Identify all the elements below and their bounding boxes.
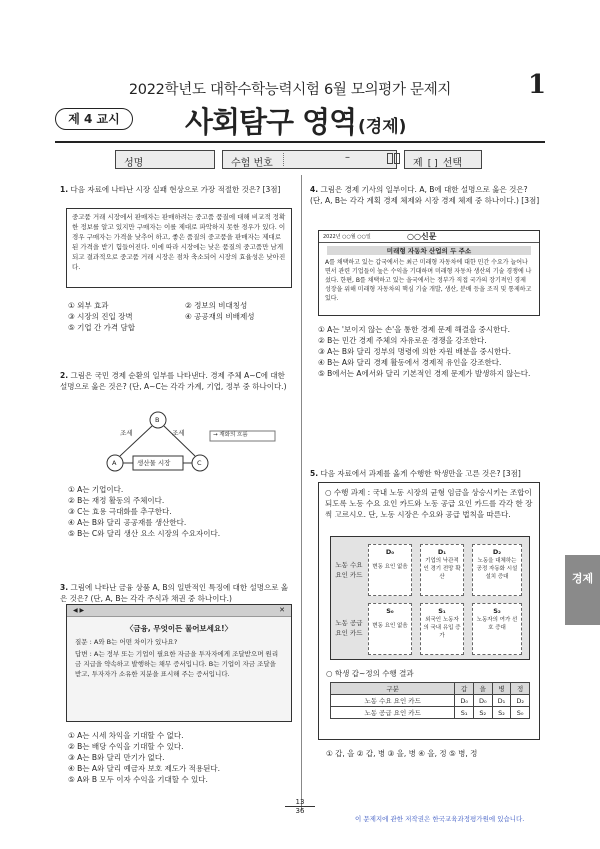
q2-choice-3[interactable]: ③ C는 효용 극대화를 추구한다. xyxy=(68,507,172,516)
table-row xyxy=(331,707,530,719)
table-cell: 노동 공급 요인 카드 xyxy=(331,707,455,719)
newspaper-date: 2022년 ○○월 ○○일 xyxy=(323,234,371,240)
q4-choice-3[interactable]: ③ A는 B와 달리 정부의 명령에 의한 자원 배분을 중시한다. xyxy=(318,347,511,356)
session-badge: 제 4 교시 xyxy=(55,108,133,130)
article-headline: 미래형 자동차 산업의 두 주소 xyxy=(327,246,531,255)
card-d1[interactable] xyxy=(420,544,464,596)
card-s1-code: S₁ xyxy=(438,607,446,615)
card-d1-code: D₁ xyxy=(437,548,447,556)
table-cell: S₂ xyxy=(492,707,511,719)
q5-result-title: ○ 학생 갑~정의 수행 결과 xyxy=(326,669,414,678)
node-b-label: B xyxy=(155,416,160,424)
column-divider xyxy=(301,175,302,810)
q4-choice-2[interactable]: ② B는 민간 경제 주체의 자유로운 경쟁을 강조한다. xyxy=(318,336,487,345)
card-s2[interactable] xyxy=(472,603,522,655)
page-number: 1 xyxy=(528,70,547,100)
q5-number: 5. xyxy=(310,469,319,478)
q1-passage: 중고품 거래 시장에서 판매자는 판매하려는 중고품 품질에 대해 비교적 정확한 정보를 알고 있지만 구매자는 이를 제대로 파악하지 못한 경우가 있다. 이 경우 구매자는 가격을 낮추어 하고, 좋은 품질의 중고품을 판매자는 제대로 된 가격을 받기 힘들어진다. 이에 따라 시장에는 낮은 품질의 중고품만 남게 되고 결과적으로 중고품 거래 시장은 점차 축소되어 시장의 효율성은 낮아진다. xyxy=(72,213,286,271)
q1-choice-2[interactable]: ② 정보의 비대칭성 xyxy=(185,301,248,310)
card-d2[interactable] xyxy=(472,544,522,596)
question-3 xyxy=(60,582,292,604)
q4-choice-4[interactable]: ④ B는 A와 달리 경제 활동에서 경제적 유인을 강조한다. xyxy=(318,358,502,367)
card-d1-text: 기업의 낙관적인 경기 전망 확산 xyxy=(423,558,461,580)
q3-choice-5[interactable]: ⑤ A와 B 모두 이자 수익을 기대할 수 있다. xyxy=(68,775,208,784)
browser-nav-icon[interactable]: ◀ ▶ xyxy=(73,607,85,614)
table-header-cell: 을 xyxy=(473,683,492,695)
q5-choices[interactable]: ① 갑, 을 ② 갑, 병 ③ 을, 병 ④ 을, 정 ⑤ 병, 정 xyxy=(326,749,478,758)
supply-row-label: 노동 공급 요인 카드 xyxy=(335,619,363,637)
subject-subtitle: (경제) xyxy=(358,117,407,137)
flow-label-right: 조세 xyxy=(172,429,185,437)
elective-label-pre: 제 xyxy=(413,158,423,169)
q2-choice-1[interactable]: ① A는 기업이다. xyxy=(68,485,124,494)
table-header-cell: 병 xyxy=(492,683,511,695)
copyright-notice: 이 문제지에 관한 저작권은 한국교육과정평가원에 있습니다. xyxy=(355,815,525,823)
q3-question-text: 질문 : A와 B는 어떤 차이가 있나요? xyxy=(75,638,178,646)
newspaper-name: ○○신문 xyxy=(407,232,437,241)
card-s0-code: S₀ xyxy=(386,607,394,615)
article-body: A를 채택하고 있는 갑국에서는 최근 미래형 자동차에 대한 민간 수요가 늘어나면서 관련 기업들이 높은 수익을 기대하며 미래형 자동차 생산의 기술 경쟁에 나섰다. 한편, B를 채택하고 있는 을국에서는 정부가 직접 국가의 장기적인 경제 성장을 위해 미래형 자동차의 핵심 기술 개발, 생산, 분배 등을 조직 및 통제하고 있다. xyxy=(325,259,532,302)
table-cell: S₁ xyxy=(455,707,474,719)
q3-window-title: 〈금융, 무엇이든 물어보세요!〉 xyxy=(125,624,233,633)
q1-number: 1. xyxy=(60,185,69,194)
q1-choice-4[interactable]: ④ 공공재의 비배제성 xyxy=(185,312,255,321)
q1-passage-box xyxy=(66,208,292,288)
table-cell: D₂ xyxy=(511,695,530,707)
close-icon[interactable]: ✕ xyxy=(279,606,285,614)
elective-checkbox-area xyxy=(387,153,401,166)
q4-choice-1[interactable]: ① A는 '보이지 않는 손'을 통한 경제 문제 해결을 중시한다. xyxy=(318,325,510,334)
q3-browser-window xyxy=(66,604,292,722)
page-current: 13 xyxy=(285,798,315,807)
exam-number-dash: – xyxy=(345,152,350,163)
card-s1-text: 외국인 노동자의 국내 유입 증가 xyxy=(423,617,461,639)
question-2 xyxy=(60,370,292,392)
q1-choice-3[interactable]: ③ 시장의 진입 장벽 xyxy=(68,312,133,321)
card-s1[interactable] xyxy=(420,603,464,655)
q5-stem: 다음 자료에서 과제를 옳게 수행한 학생만을 고른 것은? [3점] xyxy=(320,469,521,478)
subject-side-tab: 경제 xyxy=(565,555,600,625)
exam-number-field[interactable] xyxy=(222,150,397,169)
subject-title: 사회탐구 영역 xyxy=(185,105,357,139)
q5-result-table xyxy=(330,682,530,719)
table-cell: D₀ xyxy=(473,695,492,707)
q1-stem: 다음 자료에 나타난 시장 실패 현상으로 가장 적절한 것은? [3점] xyxy=(70,185,281,194)
name-label: 성명 xyxy=(124,158,144,169)
question-5 xyxy=(310,468,542,479)
node-c-label: C xyxy=(197,459,202,467)
q4-stem: 그림은 경제 기사의 일부이다. A, B에 대한 설명으로 옳은 것은? (단, A, B는 각각 계획 경제 체제와 시장 경제 체제 중 하나이다.) [3점] xyxy=(310,185,540,205)
question-1 xyxy=(60,184,292,195)
q3-choice-4[interactable]: ④ B는 A와 달리 예금자 보호 제도가 적용된다. xyxy=(68,764,220,773)
card-d2-text: 노동을 대체하는 공정 자동화 시설 설치 증대 xyxy=(476,558,518,580)
table-cell: D₀ xyxy=(455,695,474,707)
q2-circular-flow-diagram xyxy=(100,408,290,478)
card-s0-text: 변동 요인 없음 xyxy=(372,623,408,629)
exam-title: 2022학년도 대학수학능력시험 6월 모의평가 문제지 xyxy=(128,82,452,98)
browser-toolbar xyxy=(67,605,291,617)
table-cell: S₀ xyxy=(511,707,530,719)
exam-number-boxes xyxy=(283,153,393,166)
q4-choice-5[interactable]: ⑤ B에서는 A에서와 달리 기본적인 경제 문제가 발생하지 않는다. xyxy=(318,369,531,378)
q2-stem: 그림은 국민 경제 순환의 일부를 나타낸다. 경제 주체 A~C에 대한 설명으로 옳은 것은? (단, A~C는 각각 가계, 기업, 정부 중 하나이다.) xyxy=(60,371,287,391)
question-4 xyxy=(310,184,542,206)
table-header-cell: 갑 xyxy=(455,683,474,695)
table-header-row xyxy=(331,683,530,695)
q2-choice-2[interactable]: ② B는 재정 활동의 주체이다. xyxy=(68,496,165,505)
q3-answer-text: 답변 : A는 정부 또는 기업이 필요한 자금을 투자자에게 조달받으며 원리금 지급을 약속하고 발행하는 채무 증서입니다. B는 기업이 자금 조달을 받고, 투자자가 소유한 지분을 표시해 주는 증서입니다. xyxy=(75,650,279,678)
card-d0[interactable] xyxy=(368,544,412,596)
table-cell: D₁ xyxy=(492,695,511,707)
market-label: 생산물 시장 xyxy=(137,459,171,467)
q3-number: 3. xyxy=(60,583,69,592)
elective-bracket: [ ] xyxy=(427,159,438,169)
q3-choice-1[interactable]: ① A는 시세 차익을 기대할 수 없다. xyxy=(68,731,184,740)
name-field[interactable] xyxy=(115,150,215,169)
q2-number: 2. xyxy=(60,371,69,380)
q3-choice-2[interactable]: ② B는 배당 수익을 기대할 수 있다. xyxy=(68,742,184,751)
table-header-cell: 정 xyxy=(511,683,530,695)
q1-choice-1[interactable]: ① 외부 효과 xyxy=(68,301,109,310)
card-s2-code: S₂ xyxy=(493,607,501,615)
page-total: 36 xyxy=(295,807,305,815)
card-d0-text: 변동 요인 없음 xyxy=(372,564,408,570)
q4-number: 4. xyxy=(310,185,319,194)
card-s2-text: 노동자의 여가 선호 증대 xyxy=(476,617,518,631)
demand-row-label: 노동 수요 요인 카드 xyxy=(335,561,363,579)
legend-text: → 재화의 흐름 xyxy=(213,432,248,438)
q3-stem: 그림에 나타난 금융 상품 A, B의 일반적인 특징에 대한 설명으로 옳은 것은? (단, A, B는 각각 주식과 채권 중 하나이다.) xyxy=(60,583,289,603)
table-header-cell: 구분 xyxy=(331,683,455,695)
table-cell: S₂ xyxy=(473,707,492,719)
q1-choice-5[interactable]: ⑤ 기업 간 가격 담합 xyxy=(68,323,135,332)
elective-field[interactable] xyxy=(404,150,482,169)
card-d2-code: D₂ xyxy=(492,548,502,556)
flow-label-left: 조세 xyxy=(120,429,133,437)
node-a-label: A xyxy=(112,459,117,467)
page-counter xyxy=(285,798,315,815)
q2-choice-5[interactable]: ⑤ B는 C와 달리 생산 요소 시장의 수요자이다. xyxy=(68,529,221,538)
q5-task: ○ 수행 과제 : 국내 노동 시장의 균형 임금을 상승시키는 조합이 되도록 노동 수요 요인 카드와 노동 공급 요인 카드를 각각 한 장씩 고르시오. 단, 노동 시장은 수요와 공급 법칙을 따른다. xyxy=(325,488,533,519)
newspaper-masthead xyxy=(319,231,539,243)
q3-choice-3[interactable]: ③ A는 B와 달리 만기가 없다. xyxy=(68,753,165,762)
q4-newspaper xyxy=(318,230,540,316)
elective-label-post: 선택 xyxy=(442,158,463,169)
table-row xyxy=(331,695,530,707)
card-d0-code: D₀ xyxy=(385,548,395,556)
header-divider xyxy=(55,141,545,143)
q2-choice-4[interactable]: ④ A는 B와 달리 공공재를 생산한다. xyxy=(68,518,187,527)
exam-number-label: 수험 번호 xyxy=(231,158,273,169)
table-cell: 노동 수요 요인 카드 xyxy=(331,695,455,707)
card-s0[interactable] xyxy=(368,603,412,655)
